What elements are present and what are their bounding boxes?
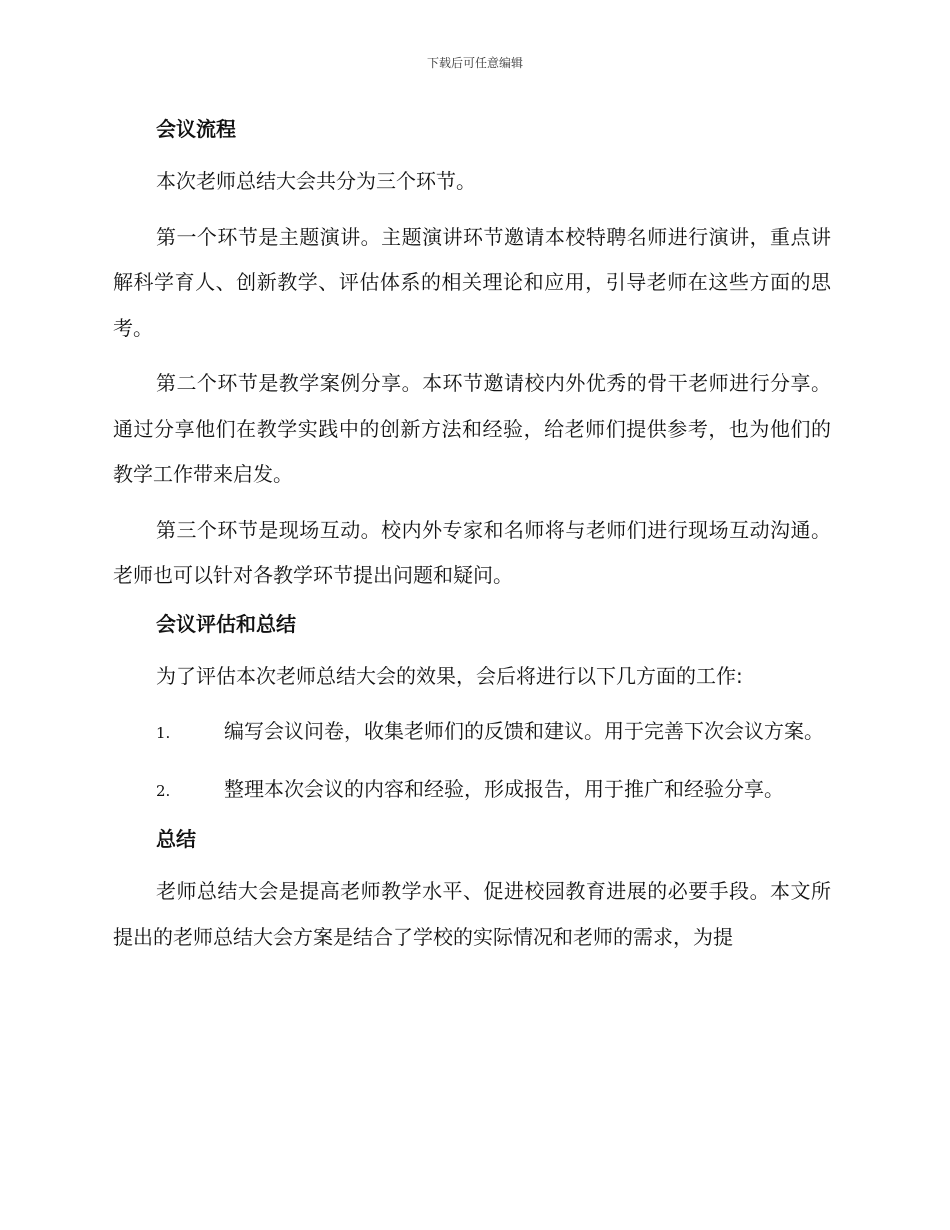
list-item xyxy=(113,709,831,757)
list-text: 整理本次会议的内容和经验，形成报告，用于推广和经验分享。 xyxy=(224,776,784,801)
section-heading-evaluation: 会议评估和总结 xyxy=(156,611,296,636)
section-heading-process: 会议流程 xyxy=(156,117,236,141)
paragraph-process-intro: 本次老师总结大会共分为三个环节。 xyxy=(156,169,476,193)
section-heading-summary: 总结 xyxy=(156,827,196,851)
page-header: 下载后可任意编辑 xyxy=(426,56,523,70)
paragraph-process-1: 第一个环节是主题演讲。主题演讲环节邀请本校特聘名师进行演讲，重点讲解科学育人、创新教学、评估体系的相关理论和应用，引导老师在这些方面的思考。 xyxy=(113,224,831,340)
list-text: 编写会议问卷，收集老师们的反馈和建议。用于完善下次会议方案。 xyxy=(224,719,824,743)
list-number: 1. xyxy=(156,724,171,742)
paragraph-process-3: 第三个环节是现场互动。校内外专家和名师将与老师们进行现场互动沟通。老师也可以针对各教学环节提出问题和疑问。 xyxy=(113,517,831,587)
paragraph-summary-1: 老师总结大会是提高老师教学水平、促进校园教育进展的必要手段。本文所提出的老师总结大会方案是结合了学校的实际情况和老师的需求，为提 xyxy=(113,879,831,949)
paragraph-process-2: 第二个环节是教学案例分享。本环节邀请校内外优秀的骨干老师进行分享。通过分享他们在教学实践中的创新方法和经验，给老师们提供参考，也为他们的教学工作带来启发。 xyxy=(113,371,831,486)
list-number: 2. xyxy=(156,781,171,800)
document-body xyxy=(113,108,831,970)
paragraph-evaluation-intro: 为了评估本次老师总结大会的效果，会后将进行以下几方面的工作: xyxy=(156,663,743,688)
list-item xyxy=(113,767,831,815)
